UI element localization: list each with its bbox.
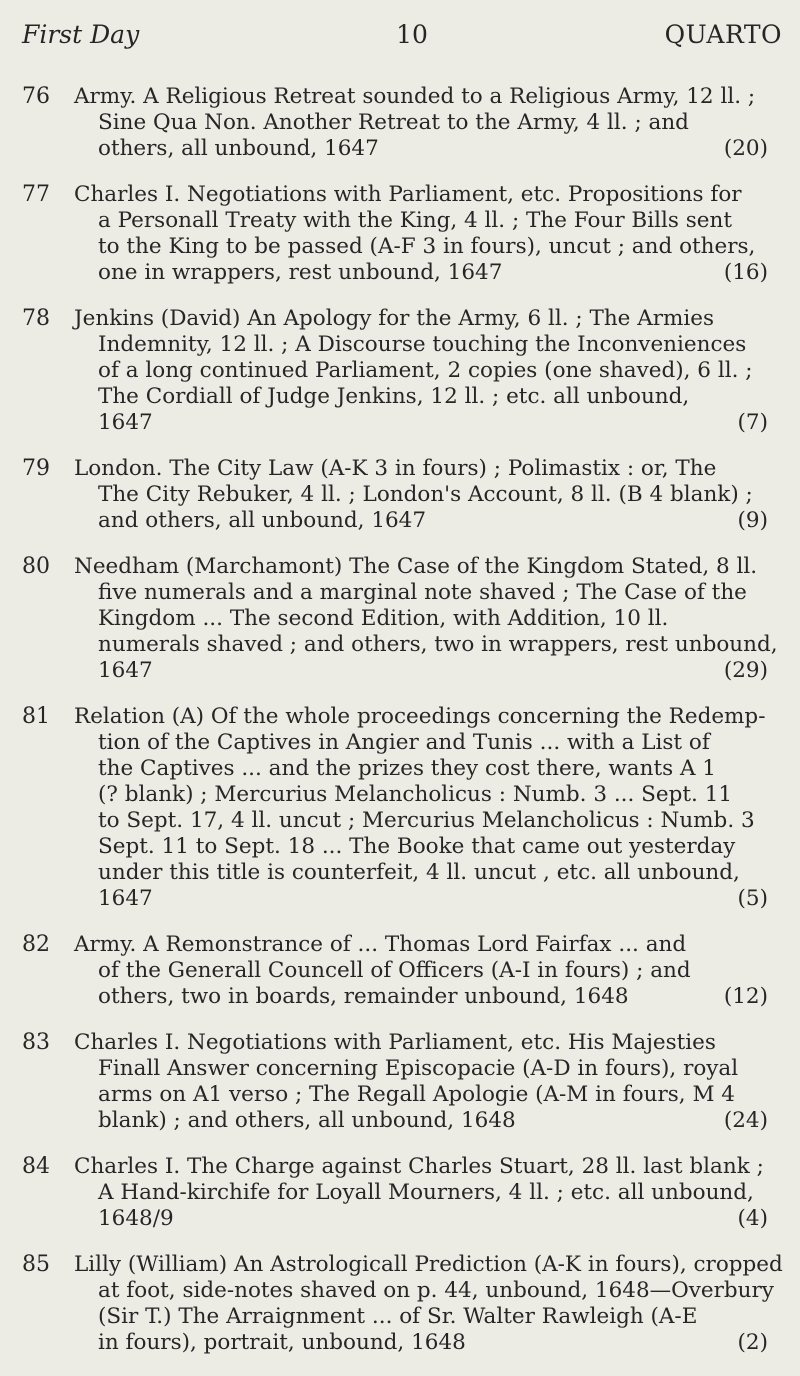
lot-description-line: to the King to be passed (A-F 3 in fours), uncut ; and others, [98,234,756,259]
lot-entry [0,456,800,534]
lot-description-line: Jenkins (David) An Apology for the Army, 6 ll. ; The Armies [74,306,715,331]
lot-item-count: (5) [737,886,768,911]
lot-item-count: (16) [723,260,768,285]
lot-number: 77 [22,182,50,207]
lot-number: 83 [22,1030,50,1055]
page-header [22,20,782,49]
page-number: 10 [396,20,428,49]
lot-description-line: Charles I. The Charge against Charles Stuart, 28 ll. last blank ; [74,1154,764,1179]
lot-description-line: others, all unbound, 1647 [98,136,379,161]
lot-description-line: Charles I. Negotiations with Parliament, etc. Propositions for [74,182,742,207]
lot-number: 81 [22,704,50,729]
lot-description-line: The City Rebuker, 4 ll. ; London's Account, 8 ll. (B 4 blank) ; [98,482,753,507]
lot-description-line: numerals shaved ; and others, two in wrappers, rest unbound, [98,632,778,657]
lot-final-line [74,1108,782,1134]
lot-entry [0,1030,800,1134]
lot-description-line: Army. A Religious Retreat sounded to a Religious Army, 12 ll. ; [74,84,756,109]
lot-final-line [74,136,782,162]
lot-final-line [74,260,782,286]
lot-description-line: tion of the Captives in Angier and Tunis ... with a List of [98,730,710,755]
lot-entry [0,182,800,286]
lot-item-count: (29) [723,658,768,683]
lot-number: 79 [22,456,50,481]
lot-description-line: under this title is counterfeit, 4 ll. uncut , etc. all unbound, [98,860,740,885]
lot-number: 85 [22,1252,50,1277]
lot-description-line: (Sir T.) The Arraignment ... of Sr. Walter Rawleigh (A-E [98,1304,698,1329]
lot-number: 82 [22,932,50,957]
lot-description-line: Sept. 11 to Sept. 18 ... The Booke that came out yesterday [98,834,736,859]
lot-description-line: the Captives ... and the prizes they cost there, wants A 1 [98,756,716,781]
lot-list [0,84,800,1376]
lot-item-count: (4) [737,1206,768,1231]
lot-description-line: Army. A Remonstrance of ... Thomas Lord Fairfax ... and [74,932,687,957]
lot-item-count: (12) [723,984,768,1009]
lot-entry [0,306,800,436]
lot-description-line: of a long continued Parliament, 2 copies (one shaved), 6 ll. ; [98,358,753,383]
lot-entry [0,704,800,912]
lot-description-line: 1648/9 [98,1206,174,1231]
lot-entry [0,1154,800,1232]
lot-entry [0,1252,800,1356]
lot-description-line: others, two in boards, remainder unbound, 1648 [98,984,629,1009]
lot-description-line: arms on A1 verso ; The Regall Apologie (A-M in fours, M 4 [98,1082,735,1107]
lot-final-line [74,508,782,534]
lot-item-count: (7) [737,410,768,435]
lot-description-line: London. The City Law (A-K 3 in fours) ; Polimastix : or, The [74,456,717,481]
lot-description-line: and others, all unbound, 1647 [98,508,427,533]
lot-description-line: Indemnity, 12 ll. ; A Discourse touching the Inconveniences [98,332,747,357]
lot-description-line: in fours), portrait, unbound, 1648 [98,1330,466,1355]
lot-final-line [74,984,782,1010]
lot-entry [0,84,800,162]
lot-description-line: 1647 [98,410,153,435]
lot-entry [0,554,800,684]
lot-description-line: a Personall Treaty with the King, 4 ll. ; The Four Bills sent [98,208,732,233]
header-format: QUARTO [664,20,782,49]
lot-description-line: to Sept. 17, 4 ll. uncut ; Mercurius Melancholicus : Numb. 3 [98,808,755,833]
lot-item-count: (20) [723,136,768,161]
lot-description-line: A Hand-kirchife for Loyall Mourners, 4 ll. ; etc. all unbound, [98,1180,754,1205]
lot-item-count: (24) [723,1108,768,1133]
lot-description-line: Finall Answer concerning Episcopacie (A-D in fours), royal [98,1056,739,1081]
lot-description-line: blank) ; and others, all unbound, 1648 [98,1108,516,1133]
lot-item-count: (2) [737,1330,768,1355]
lot-description-line: Kingdom ... The second Edition, with Addition, 10 ll. [98,606,669,631]
lot-description-line: five numerals and a marginal note shaved ; The Case of the [98,580,747,605]
lot-description-line: 1647 [98,658,153,683]
lot-final-line [74,886,782,912]
lot-description-line: Needham (Marchamont) The Case of the Kingdom Stated, 8 ll. [74,554,758,579]
lot-description-line: Sine Qua Non. Another Retreat to the Army, 4 ll. ; and [98,110,689,135]
lot-description-line: one in wrappers, rest unbound, 1647 [98,260,503,285]
lot-description-line: Relation (A) Of the whole proceedings concerning the Redemp- [74,704,766,729]
lot-number: 78 [22,306,50,331]
lot-final-line [74,1206,782,1232]
lot-description-line: (? blank) ; Mercurius Melancholicus : Numb. 3 ... Sept. 11 [98,782,733,807]
lot-description-line: Lilly (William) An Astrologicall Prediction (A-K in fours), cropped [74,1252,783,1277]
lot-description-line: 1647 [98,886,153,911]
lot-description-line: at foot, side-notes shaved on p. 44, unbound, 1648—Overbury [98,1278,774,1303]
lot-description-line: The Cordiall of Judge Jenkins, 12 ll. ; etc. all unbound, [98,384,690,409]
header-day: First Day [22,20,140,49]
lot-final-line [74,1330,782,1356]
lot-final-line [74,410,782,436]
lot-number: 84 [22,1154,50,1179]
lot-number: 76 [22,84,50,109]
lot-description-line: of the Generall Councell of Officers (A-I in fours) ; and [98,958,691,983]
lot-final-line [74,658,782,684]
lot-item-count: (9) [737,508,768,533]
lot-number: 80 [22,554,50,579]
lot-description-line: Charles I. Negotiations with Parliament, etc. His Majesties [74,1030,716,1055]
lot-entry [0,932,800,1010]
